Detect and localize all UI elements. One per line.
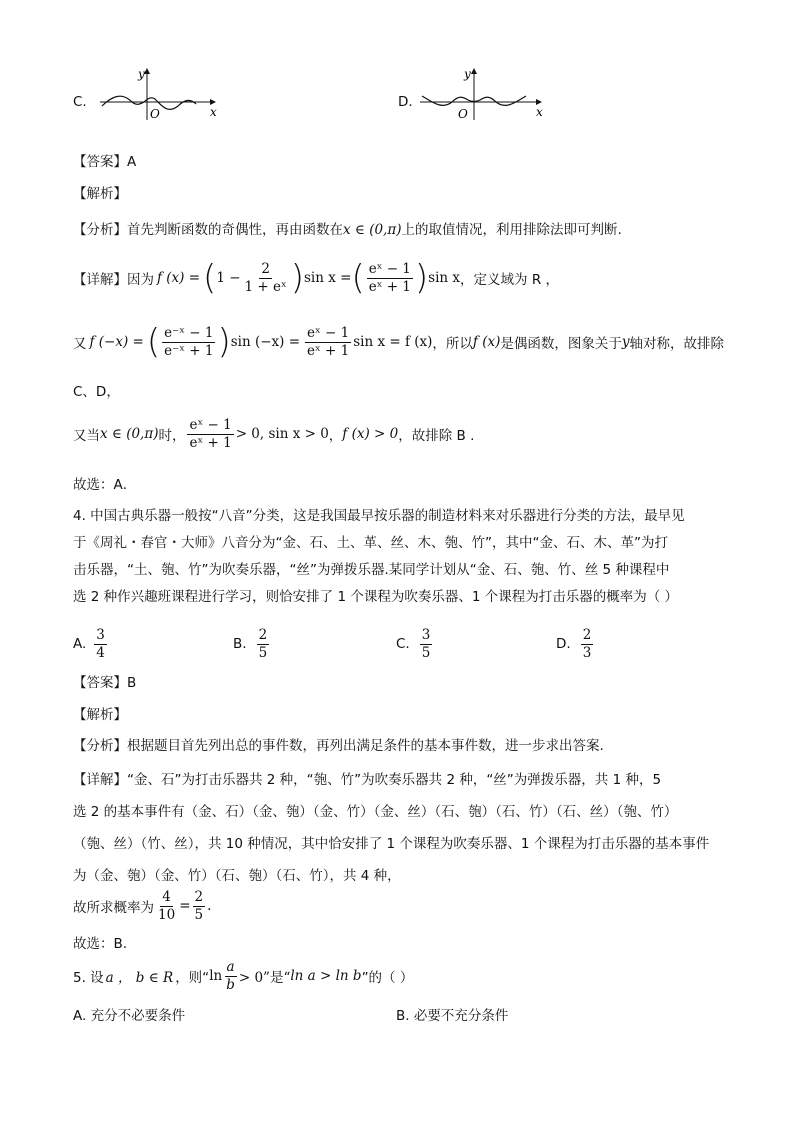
text: 是偶函数，图象关于 <box>500 336 622 352</box>
numerator: 2 <box>194 888 204 905</box>
text: 又当 <box>73 428 100 444</box>
text: 时， <box>158 428 186 444</box>
option-label: D. <box>556 636 571 652</box>
formula: y <box>621 334 630 350</box>
formula: f (x) <box>472 334 501 350</box>
text: ， <box>328 428 343 444</box>
y-label: y <box>138 67 145 81</box>
denominator: b <box>226 976 235 993</box>
formula: > 0, sin x > 0 <box>235 426 329 442</box>
xiangjie-tag: 【详解】 <box>73 772 127 788</box>
formula: sin (−x) = <box>230 334 301 350</box>
fraction <box>305 325 351 360</box>
left-paren: ( <box>203 258 217 298</box>
denominator: 1 + eˣ <box>244 278 287 295</box>
q4-option-b <box>233 624 271 664</box>
fraction <box>367 261 413 296</box>
fraction <box>162 325 215 360</box>
numerator: 2 <box>258 626 268 643</box>
text: 5. 设 <box>73 970 104 986</box>
x-label: x <box>210 105 217 119</box>
q4-fenxi <box>73 734 604 754</box>
detail-line: （匏、丝）（竹、丝），共 10 种情况，其中恰安排了 1 个课程为吹奏乐器、1 个课程为打击乐器的基本事件 <box>73 836 710 852</box>
fraction <box>156 889 177 924</box>
answer-value: B <box>127 675 137 691</box>
denominator: 5 <box>194 906 204 923</box>
left-paren: ( <box>351 258 365 298</box>
formula: ln a > ln b <box>290 968 362 984</box>
q4-option-a <box>73 624 109 664</box>
fraction <box>224 959 237 994</box>
right-paren: ) <box>217 322 231 362</box>
stem-line: 击乐器，“土、匏、竹”为吹奏乐器，“丝”为弹拨乐器.某同学计划从“金、石、匏、竹、丝 5 种课程中 <box>73 562 670 578</box>
formula: 1 − <box>216 270 241 286</box>
graph-c-svg <box>92 62 222 124</box>
text: 因为 <box>127 272 154 288</box>
text: 又 <box>73 336 87 352</box>
denominator: eˣ + 1 <box>307 342 350 359</box>
option-label: A. <box>73 636 87 652</box>
fenxi-tag: 【分析】 <box>73 738 127 754</box>
fenxi-text-a: 首先判断函数的奇偶性，再由函数在 <box>127 222 343 238</box>
q3-detail-line2 <box>73 322 724 362</box>
origin-label: O <box>150 107 160 121</box>
q4-analysis-tag: 【解析】 <box>73 707 127 723</box>
formula: sin x <box>428 270 461 286</box>
q4-choose: 故选：B. <box>73 936 128 952</box>
y-label: y <box>464 67 471 81</box>
q5-stem <box>73 956 413 996</box>
text: ”的（ ） <box>361 970 414 986</box>
detail-line: 选 2 的基本事件有（金、石）（金、匏）（金、竹）（金、丝）（石、匏）（石、竹）（石、丝）（匏、竹） <box>73 804 678 820</box>
formula: x ∈ (0,π) <box>100 426 159 442</box>
q3-detail-line1 <box>73 258 559 298</box>
right-paren: ) <box>290 258 304 298</box>
text: 轴对称，故排除 <box>629 336 724 352</box>
formula: a ， b ∈ R <box>105 970 174 986</box>
denominator: 4 <box>96 644 105 661</box>
q5-option-b: B. 必要不充分条件 <box>396 1008 509 1024</box>
detail-line <box>73 764 709 796</box>
xiangjie-tag: 【详解】 <box>73 272 127 288</box>
fraction <box>243 261 289 296</box>
text: ，故排除 B . <box>398 428 475 444</box>
answer-tag: 【答案】 <box>73 675 127 691</box>
formula: sin x = <box>303 270 352 286</box>
formula: > 0”是“ <box>238 970 291 986</box>
denominator: e⁻ˣ + 1 <box>164 342 214 359</box>
q3-fenxi <box>73 218 622 238</box>
denominator: 5 <box>258 644 268 661</box>
numerator: 2 <box>261 260 270 277</box>
numerator: 2 <box>582 626 592 643</box>
denominator: 10 <box>158 906 176 923</box>
numerator: e⁻ˣ − 1 <box>164 324 214 341</box>
q3-detail-line4 <box>73 414 474 454</box>
formula: f (x) = <box>157 270 201 286</box>
equals: = <box>179 898 191 914</box>
q4-answer <box>73 671 136 691</box>
origin-label: O <box>458 107 468 121</box>
text: ，则“ <box>175 970 210 986</box>
q3-detail-line3: C、D， <box>73 384 120 400</box>
answer-value: A <box>127 154 137 170</box>
formula: f (−x) = <box>89 334 144 350</box>
option-d-label: D. <box>398 94 413 110</box>
y-axis-arrow <box>471 68 477 74</box>
q3-analysis-tag: 【解析】 <box>73 186 127 202</box>
numerator: 3 <box>421 626 431 643</box>
fenxi-interval: x ∈ (0,π) <box>343 222 402 238</box>
fraction <box>193 889 206 924</box>
numerator: eˣ − 1 <box>189 416 232 433</box>
denominator: eˣ + 1 <box>189 434 232 451</box>
text: ，定义域为 R ， <box>460 272 559 288</box>
option-fraction <box>94 627 107 662</box>
q4-option-c <box>396 624 434 664</box>
q4-stem <box>73 503 685 611</box>
fenxi-text-b: 上的取值情况，利用排除法即可判断. <box>401 222 622 238</box>
y-axis-arrow <box>144 68 150 74</box>
text: ，所以 <box>432 336 473 352</box>
stem-line: 选 2 种作兴趣班课程进行学习，则恰安排了 1 个课程为吹奏乐器、1 个课程为打击乐器的概率为（ ） <box>73 589 679 605</box>
q4-option-d <box>556 624 595 664</box>
text: 故所求概率为 <box>73 900 154 916</box>
q3-answer <box>73 150 136 170</box>
denominator: 5 <box>421 644 431 661</box>
left-paren: ( <box>146 322 161 362</box>
denominator: 3 <box>582 644 592 661</box>
curve-c <box>102 96 196 109</box>
fenxi-tag: 【分析】 <box>73 222 127 238</box>
formula: f (x) > 0 <box>342 426 399 442</box>
right-paren: ) <box>414 258 429 298</box>
fraction <box>187 417 233 452</box>
formula: ln <box>209 968 223 984</box>
q4-detail <box>73 764 709 892</box>
q5-option-a: A. 充分不必要条件 <box>73 1008 186 1024</box>
numerator: eˣ − 1 <box>368 260 411 277</box>
option-fraction <box>581 627 594 662</box>
option-label: B. <box>233 636 247 652</box>
detail-line: 为（金、匏）（金、竹）（石、匏）（石、竹），共 4 种， <box>73 868 401 884</box>
numerator: eˣ − 1 <box>307 324 350 341</box>
option-fraction <box>257 627 270 662</box>
stem-line: 于《周礼・春官・大师》八音分为“金、石、土、革、丝、木、匏、竹”，其中“金、石、木、革”为打 <box>73 535 668 551</box>
x-label: x <box>536 105 543 119</box>
fenxi-text: 根据题目首先列出总的事件数，再列出满足条件的基本事件数，进一步求出答案. <box>127 738 604 754</box>
graph-d-svg <box>414 62 548 124</box>
detail-text: “金、石”为打击乐器共 2 种，“匏、竹”为吹奏乐器共 2 种，“丝”为弹拨乐器，共 1 种，5 <box>127 772 662 788</box>
q4-probability <box>73 886 211 926</box>
q3-choose: 故选：A． <box>73 477 137 493</box>
denominator: eˣ + 1 <box>368 278 411 295</box>
numerator: 3 <box>96 626 105 643</box>
stem-line: 4. 中国古典乐器一般按“八音”分类，这是我国最早按乐器的制造材料来对乐器进行分类的方法，最早见 <box>73 508 685 524</box>
numerator: 4 <box>162 888 171 905</box>
formula: sin x = f (x) <box>353 334 433 350</box>
option-fraction <box>420 627 433 662</box>
numerator: a <box>226 958 235 975</box>
answer-tag: 【答案】 <box>73 154 127 170</box>
option-c-label: C. <box>73 94 87 110</box>
period: . <box>207 898 212 914</box>
option-label: C. <box>396 636 410 652</box>
